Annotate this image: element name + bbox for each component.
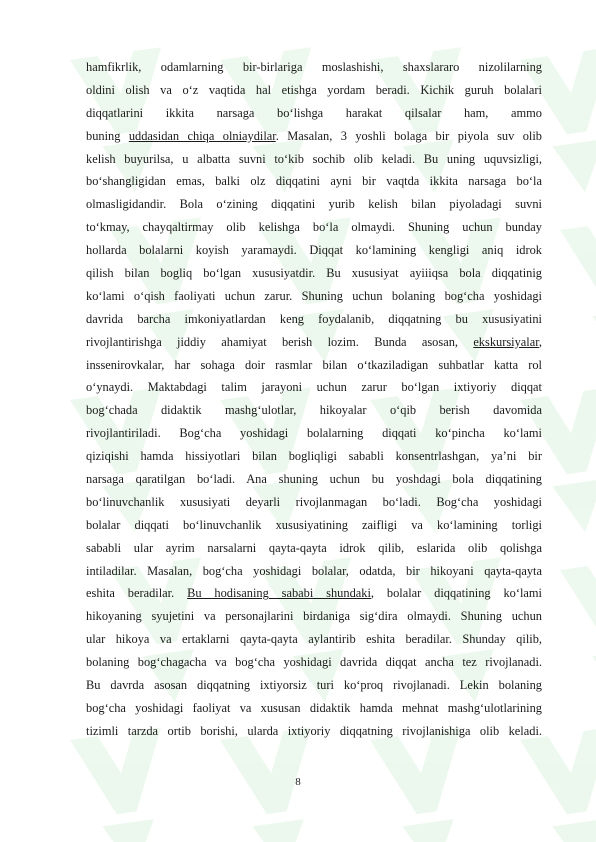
text-line <box>86 56 542 79</box>
underlined-text: uddasidan chiqa olniaydilar <box>128 128 276 143</box>
text-segment: rivojlantiriladi. Bog‘cha yoshidagi bolalarning diqqati ko‘pincha ko‘lami <box>86 426 542 441</box>
text-line <box>86 239 542 262</box>
text-line <box>86 193 542 216</box>
text-line <box>86 582 542 605</box>
text-line <box>86 102 542 125</box>
text-segment: eshita beradilar. <box>86 586 188 601</box>
text-segment: qiziqishi hamda hissiyotlari bilan bogliqligi sababli konsentrlashgan, ya’ni bir <box>86 449 542 464</box>
underlined-text: Bu hodisaning sababi shundaki <box>187 586 371 601</box>
text-segment: bo‘shangligidan emas, balki olz diqqatini ayni bir vaqtda ikkita narsaga bo‘la <box>86 174 542 189</box>
text-line <box>86 170 542 193</box>
text-segment: , <box>538 334 542 349</box>
text-line <box>86 628 542 651</box>
text-line <box>86 308 542 331</box>
text-line <box>86 720 542 743</box>
text-line <box>86 399 542 422</box>
text-line <box>86 605 542 628</box>
text-line <box>86 468 542 491</box>
text-segment: Bu davrda asosan diqqatning ixtiyorsiz turi ko‘proq rivojlanadi. Lekin bolaning <box>86 678 542 693</box>
text-segment: davrida barcha imkoniyatlardan keng foydalanib, diqqatning bu xususiyatini <box>86 311 542 326</box>
text-line <box>86 537 542 560</box>
text-line <box>86 491 542 514</box>
text-segment: bog‘cha yoshidagi faoliyat va xususan didaktik hamda mehnat mashg‘ulotlarining <box>86 700 542 715</box>
text-line <box>86 674 542 697</box>
text-segment: buning <box>86 128 129 143</box>
text-segment: o‘ynaydi. Maktabdagi talim jarayoni uchun zarur bo‘lgan ixtiyoriy diqqat <box>86 380 542 395</box>
document-body <box>86 56 542 743</box>
text-segment: narsaga qaratilgan bo‘ladi. Ana shuning uchun bu yoshdagi bola diqqatining <box>86 472 542 487</box>
underlined-text: ekskursiyalar <box>473 334 539 349</box>
text-segment: to‘kmay, chayqaltirmay olib kelishga bo‘la olmaydi. Shuning uchun bunday <box>86 220 542 235</box>
text-line <box>86 651 542 674</box>
text-segment: bo‘linuvchanlik xususiyati deyarli rivojlanmagan bo‘ladi. Bog‘cha yoshidagi <box>86 494 542 509</box>
text-segment: diqqatlarini ikkita narsaga bo‘lishga harakat qilsalar ham, ammo <box>86 105 542 120</box>
text-line <box>86 514 542 537</box>
text-segment: oldini olish va o‘z vaqtida hal etishga yordam beradi. Kichik guruh bolalari <box>86 82 542 97</box>
text-segment: inssenirovkalar, har sohaga doir rasmlar bilan o‘tkaziladigan suhbatlar katta rol <box>86 357 542 372</box>
text-line <box>86 445 542 468</box>
text-line <box>86 697 542 720</box>
text-segment: olmasligidandir. Bola o‘zining diqqatini yurib kelish bilan piyoladagi suvni <box>86 197 542 212</box>
text-line <box>86 376 542 399</box>
text-line <box>86 148 542 171</box>
text-segment: sababli ular ayrim narsalarni qayta-qayta idrok qilib, eslarida olib qolishga <box>86 540 542 555</box>
text-segment: bolaning bog‘chagacha va bog‘cha yoshidagi davrida diqqat ancha tez rivojlanadi. <box>86 655 542 670</box>
text-line <box>86 422 542 445</box>
text-segment: intiladilar. Masalan, bog‘cha yoshidagi bolalar, odatda, bir hikoyani qayta-qayta <box>86 563 542 578</box>
text-segment: ular hikoya va ertaklarni qayta-qayta aylantirib eshita beradilar. Shunday qilib, <box>86 632 542 647</box>
text-line <box>86 125 542 148</box>
text-segment: rivojlantirishga jiddiy ahamiyat berish lozim. Bunda asosan, <box>86 334 474 349</box>
text-line <box>86 285 542 308</box>
text-segment: qilish bilan bogliq bo‘lgan xususiyatdir. Bu xususiyat ayiiiqsa bola diqqatinig <box>86 266 542 281</box>
text-segment: bog‘chada didaktik mashg‘ulotlar, hikoyalar o‘qib berish davomida <box>86 403 542 418</box>
text-segment: hikoyaning syujetini va personajlarini birdaniga sig‘dira olmaydi. Shuning uchun <box>86 609 542 624</box>
page-number: 8 <box>295 776 301 788</box>
text-segment: bolalar diqqati bo‘linuvchanlik xususiyatining zaifligi va ko‘lamining torligi <box>86 517 542 532</box>
text-line <box>86 262 542 285</box>
text-segment: ko‘lami o‘qish faoliyati uchun zarur. Shuning uchun bolaning bog‘cha yoshidagi <box>86 288 542 303</box>
text-segment: , bolalar diqqatining ko‘lami <box>370 586 542 601</box>
text-line <box>86 216 542 239</box>
text-line <box>86 560 542 583</box>
text-segment: hamfikrlik, odamlarning bir-birlariga moslashishi, shaxslararo nizolilarning <box>86 60 542 74</box>
text-segment: kelish buyurilsa, u albatta suvni to‘kib sochib olib keladi. Bu uning uquvsizligi, <box>86 151 542 166</box>
text-segment: hollarda bolalarni koyish yaramaydi. Diqqat ko‘lamining kengligi aniq idrok <box>86 243 542 258</box>
text-segment: tizimli tarzda ortib borishi, ularda ixtiyoriy diqqatning rivojlanishiga olib keladi. <box>86 723 542 738</box>
text-line <box>86 354 542 377</box>
text-line <box>86 79 542 102</box>
text-segment: . Masalan, 3 yoshli bolaga bir piyola suv olib <box>275 128 542 143</box>
text-line <box>86 331 542 354</box>
